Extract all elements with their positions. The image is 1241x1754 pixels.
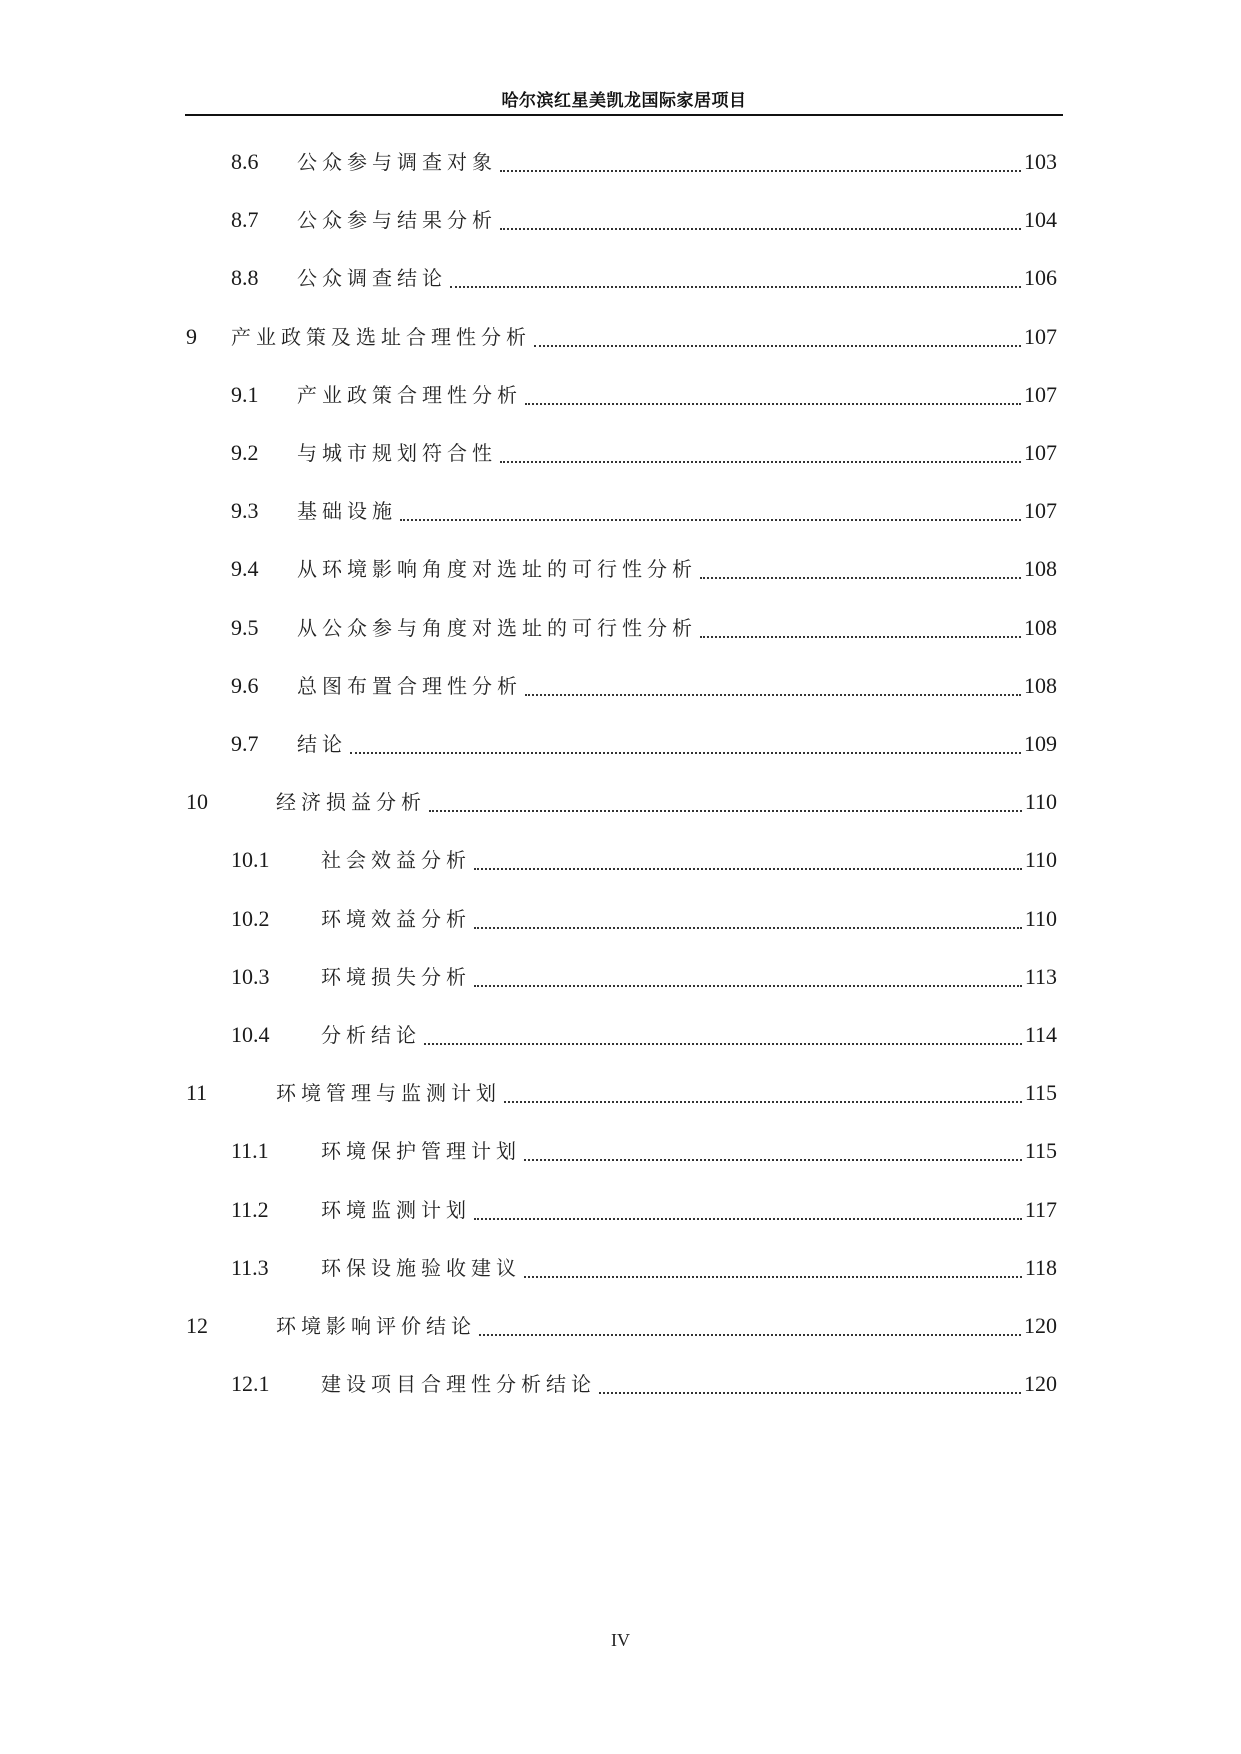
toc-entry-page: 104 bbox=[1024, 207, 1057, 233]
toc-entry-title: 环境监测计划 bbox=[321, 1197, 471, 1222]
toc-entry-number: 10 bbox=[186, 789, 208, 815]
toc-entry[interactable] bbox=[231, 1367, 1057, 1397]
toc-entry-page: 115 bbox=[1024, 1138, 1057, 1164]
toc-entry[interactable] bbox=[186, 320, 1057, 350]
toc-entry-title: 经济损益分析 bbox=[276, 790, 426, 815]
toc-dot-leader bbox=[504, 1081, 1022, 1103]
toc-dot-leader bbox=[474, 965, 1022, 987]
toc-entry[interactable] bbox=[231, 378, 1057, 408]
toc-entry[interactable] bbox=[231, 1193, 1057, 1223]
toc-dot-leader bbox=[700, 616, 1021, 638]
toc-dot-leader bbox=[400, 499, 1021, 521]
toc-entry-title: 产业政策合理性分析 bbox=[297, 382, 522, 407]
toc-entry-page: 120 bbox=[1024, 1371, 1057, 1397]
toc-entry-page: 110 bbox=[1024, 847, 1057, 873]
toc-entry-number: 11.1 bbox=[231, 1138, 269, 1164]
toc-dot-leader bbox=[534, 325, 1021, 347]
toc-dot-leader bbox=[524, 1256, 1022, 1278]
toc-dot-leader bbox=[474, 848, 1022, 870]
toc-dot-leader bbox=[350, 732, 1021, 754]
toc-entry-page: 110 bbox=[1024, 905, 1057, 931]
toc-entry-page: 106 bbox=[1024, 265, 1057, 291]
toc-dot-leader bbox=[500, 441, 1021, 463]
toc-entry-number: 8.8 bbox=[231, 265, 259, 291]
toc-dot-leader bbox=[525, 383, 1021, 405]
toc-dot-leader bbox=[474, 907, 1022, 929]
toc-entry-page: 117 bbox=[1024, 1196, 1057, 1222]
toc-entry[interactable] bbox=[231, 203, 1057, 233]
toc-entry-title: 环境保护管理计划 bbox=[321, 1139, 521, 1164]
toc-entry-page: 110 bbox=[1024, 789, 1057, 815]
toc-entry[interactable] bbox=[231, 611, 1057, 641]
toc-entry-number: 12.1 bbox=[231, 1371, 270, 1397]
toc-entry-number: 8.7 bbox=[231, 207, 259, 233]
toc-entry[interactable] bbox=[231, 1134, 1057, 1164]
toc-entry[interactable] bbox=[186, 1076, 1057, 1106]
toc-entry[interactable] bbox=[231, 727, 1057, 757]
toc-entry[interactable] bbox=[231, 145, 1057, 175]
toc-entry-title: 公众参与调查对象 bbox=[297, 150, 497, 174]
toc-entry-number: 11.2 bbox=[231, 1196, 269, 1222]
toc-entry-number: 10.4 bbox=[231, 1022, 270, 1047]
toc-entry[interactable] bbox=[231, 436, 1057, 466]
toc-entry-page: 115 bbox=[1024, 1080, 1057, 1106]
toc-entry-page: 108 bbox=[1024, 556, 1057, 582]
toc-entry-number: 11.3 bbox=[231, 1254, 269, 1280]
toc-dot-leader bbox=[479, 1314, 1021, 1336]
toc-entry-title: 环保设施验收建议 bbox=[321, 1255, 521, 1280]
toc-entry-page: 107 bbox=[1024, 381, 1057, 407]
toc-dot-leader bbox=[450, 266, 1021, 288]
toc-entry-title: 公众参与结果分析 bbox=[297, 208, 497, 233]
toc-dot-leader bbox=[500, 208, 1021, 230]
toc-dot-leader bbox=[424, 1023, 1022, 1045]
toc-entry-title: 分析结论 bbox=[321, 1023, 421, 1047]
toc-entry-title: 环境影响评价结论 bbox=[276, 1314, 476, 1338]
toc-entry-page: 107 bbox=[1024, 323, 1057, 349]
toc-entry-title: 与城市规划符合性 bbox=[297, 441, 497, 465]
toc-entry-page: 118 bbox=[1024, 1254, 1057, 1280]
toc-entry-number: 10.3 bbox=[231, 963, 270, 989]
toc-entry[interactable] bbox=[231, 552, 1057, 582]
toc-entry-number: 9 bbox=[186, 323, 197, 349]
running-header: 哈尔滨红星美凯龙国际家居项目 bbox=[501, 91, 747, 111]
toc-entry-title: 从公众参与角度对选址的可行性分析 bbox=[297, 615, 697, 640]
toc-entry-number: 9.7 bbox=[231, 731, 259, 756]
toc-dot-leader bbox=[525, 674, 1021, 696]
toc-dot-leader bbox=[500, 150, 1021, 172]
toc-entry[interactable] bbox=[231, 494, 1057, 524]
toc-entry-page: 107 bbox=[1024, 498, 1057, 524]
toc-entry-number: 10.1 bbox=[231, 847, 270, 873]
toc-entry-title: 产业政策及选址合理性分析 bbox=[231, 324, 531, 349]
toc-dot-leader bbox=[524, 1139, 1022, 1161]
toc-entry-page: 113 bbox=[1024, 963, 1057, 989]
toc-entry[interactable] bbox=[231, 261, 1057, 291]
toc-entry-number: 9.2 bbox=[231, 440, 259, 465]
toc-entry-number: 9.5 bbox=[231, 614, 259, 640]
toc-entry[interactable] bbox=[231, 669, 1057, 699]
toc-entry[interactable] bbox=[231, 960, 1057, 990]
toc-entry-number: 9.1 bbox=[231, 381, 259, 407]
toc-entry-page: 108 bbox=[1024, 672, 1057, 698]
toc-entry-number: 11 bbox=[186, 1080, 208, 1106]
toc-entry-title: 总图布置合理性分析 bbox=[297, 673, 522, 698]
page-number: IV bbox=[611, 1630, 630, 1650]
toc-entry[interactable] bbox=[231, 1251, 1057, 1281]
toc-entry-page: 109 bbox=[1024, 731, 1057, 756]
toc-dot-leader bbox=[700, 557, 1021, 579]
toc-entry-title: 环境管理与监测计划 bbox=[276, 1081, 501, 1106]
toc-dot-leader bbox=[474, 1198, 1022, 1220]
toc-entry-number: 12 bbox=[186, 1313, 208, 1338]
toc-dot-leader bbox=[599, 1372, 1021, 1394]
toc-entry-title: 基础设施 bbox=[297, 499, 397, 524]
toc-entry[interactable] bbox=[231, 843, 1057, 873]
toc-entry[interactable] bbox=[186, 1309, 1057, 1339]
toc-entry[interactable] bbox=[186, 785, 1057, 815]
toc-dot-leader bbox=[429, 790, 1022, 812]
toc-entry-title: 环境效益分析 bbox=[321, 906, 471, 931]
toc-entry-title: 公众调查结论 bbox=[297, 266, 447, 291]
toc-entry-page: 107 bbox=[1024, 440, 1057, 465]
toc-entry-page: 114 bbox=[1024, 1022, 1057, 1047]
toc-entry-number: 9.4 bbox=[231, 556, 259, 582]
toc-entry-title: 结论 bbox=[297, 732, 347, 756]
toc-entry-number: 10.2 bbox=[231, 905, 270, 931]
toc-entry-page: 108 bbox=[1024, 614, 1057, 640]
toc-entry-number: 8.6 bbox=[231, 149, 259, 174]
toc-entry[interactable] bbox=[231, 902, 1057, 932]
toc-entry-title: 社会效益分析 bbox=[321, 848, 471, 873]
toc-entry-page: 120 bbox=[1024, 1313, 1057, 1338]
toc-entry-number: 9.3 bbox=[231, 498, 259, 524]
toc-entry[interactable] bbox=[231, 1018, 1057, 1048]
toc-entry-title: 建设项目合理性分析结论 bbox=[321, 1372, 596, 1397]
toc-entry-title: 从环境影响角度对选址的可行性分析 bbox=[297, 557, 697, 582]
toc-entry-title: 环境损失分析 bbox=[321, 964, 471, 989]
toc-entry-number: 9.6 bbox=[231, 672, 259, 698]
toc-entry-page: 103 bbox=[1024, 149, 1057, 174]
